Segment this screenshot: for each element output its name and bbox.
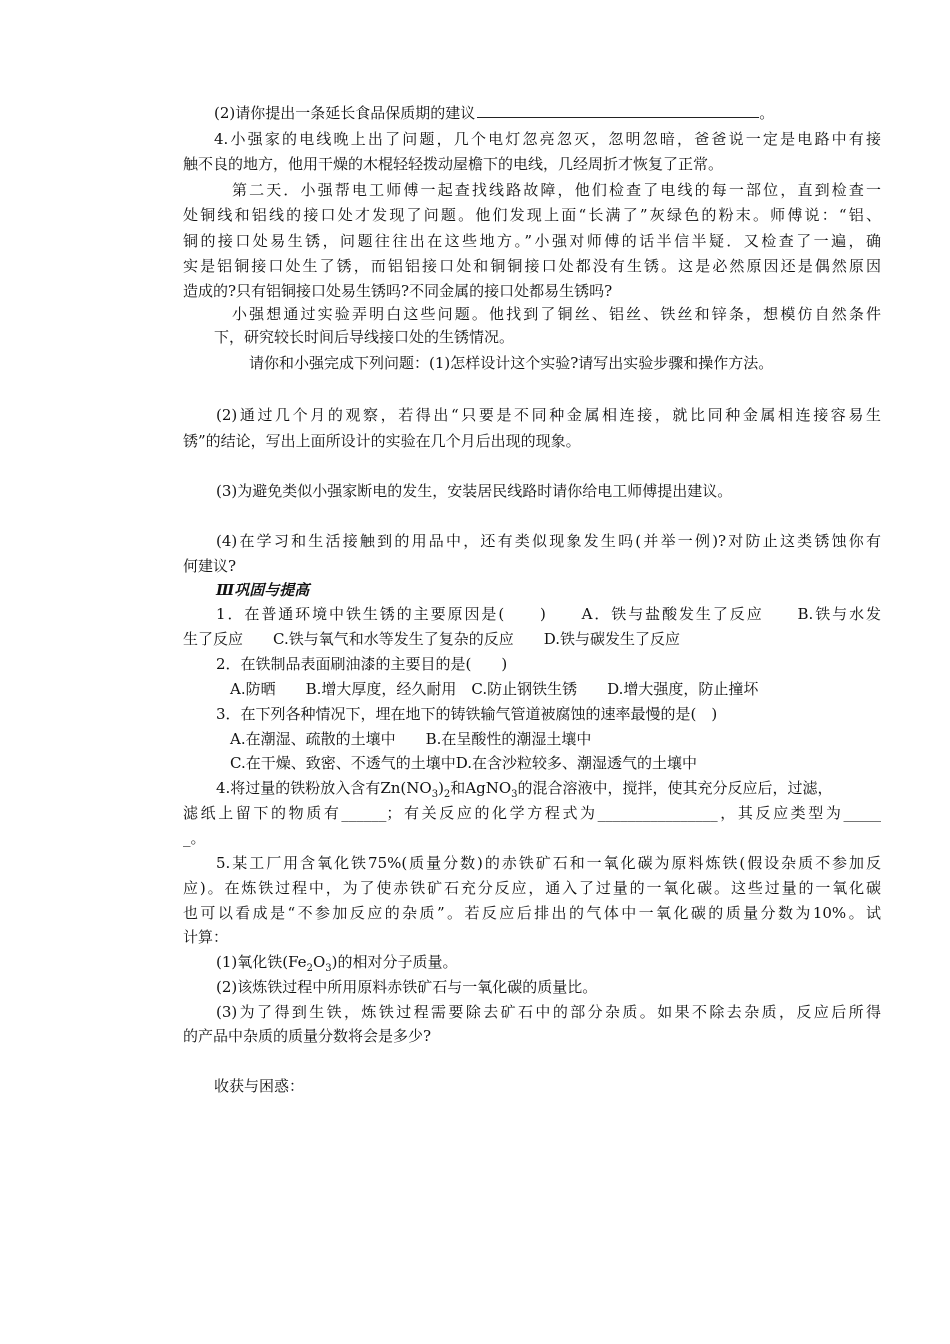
reflection-label: 收获与困惑： [214,1077,305,1095]
paragraph-line: 小强想通过实验弄明白这些问题。他找到了铜丝、铝丝、铁丝和锌条，想模仿自然条件 [232,305,881,323]
text: 。 [759,104,775,122]
option-line: A.防晒 B.增大厚度，经久耐用 C.防止钢铁生锈 D.增大强度，防止撞坏 [230,680,759,698]
question-line: 锈”的结论，写出上面所设计的实验在几个月后出现的现象。 [183,432,581,450]
question-line: 1．在普通环境中铁生锈的主要原因是( ) A．铁与盐酸发生了反应 B.铁与水发 [216,605,881,623]
subscript: 3 [325,963,332,974]
question-line: 请你和小强完成下列问题：(1)怎样设计这个实验?请写出实验步骤和操作方法。 [249,354,774,372]
option-line: C.在干燥、致密、不透气的土壤中D.在含沙粒较多、潮湿透气的土壤中 [230,754,697,772]
sub-question-line: 的产品中杂质的质量分数将会是多少? [183,1027,432,1045]
sub-question-line: (3)为了得到生铁，炼铁过程需要除去矿石中的部分杂质。如果不除去杂质，反应后所得 [216,1003,881,1021]
question-line: 也可以看成是“不参加反应的杂质”。若反应后排出的气体中一氧化碳的质量分数为10%。试 [183,904,881,922]
option-line: A.在潮湿、疏散的土壤中 B.在呈酸性的潮湿土壤中 [230,730,592,748]
text: O [312,953,326,971]
paragraph-line: 4.小强家的电线晚上出了问题，几个电灯忽亮忽灭，忽明忽暗，爸爸说一定是电路中有接 [214,130,881,148]
text: 的混合溶液中，搅拌，使其充分反应后，过滤， [517,779,833,797]
subscript: 2 [443,789,451,800]
question-line: (4)在学习和生活接触到的用品中，还有类似现象发生吗(并举一例)?对防止这类锈蚀你有 [216,532,881,550]
text: 和 [450,779,466,797]
question-2-blank-line [214,103,774,123]
text: )的相对分子质量。 [331,953,458,971]
paragraph-line: 第二天．小强帮电工师傅一起查找线路故障，他们检查了电线的每一部位，直到检查一 [232,181,881,199]
text: (2)请你提出一条延长食品保质期的建议 [214,104,476,122]
text: Zn(NO [380,779,432,797]
question-line: 滤纸上留下的物质有______；有关反应的化学方程式为________________，其反应类型为_____ [183,804,881,822]
subscript: 3 [431,789,439,800]
paragraph-line: 实是铝铜接口处生了锈，而铝铝接口处和铜铜接口处都没有生锈。这是必然原因还是偶然原因 [183,257,881,275]
question-line: (3)为避免类似小强家断电的发生，安装居民线路时请你给电工师傅提出建议。 [216,482,733,500]
paragraph-line: 铜的接口处易生锈，问题往往出在这些地方。”小强对师傅的话半信半疑．又检查了一遍，确 [183,232,881,250]
question-line: 计算： [183,928,229,946]
answer-blank [477,103,759,118]
paragraph-line: 触不良的地方，他用干燥的木棍轻轻拨动屋檐下的电线，几经周折才恢复了正常。 [183,155,724,173]
sub-question-line: (2)该炼铁过程中所用原料赤铁矿石与一氧化碳的质量比。 [216,978,598,996]
question-line: (2)通过几个月的观察，若得出“只要是不同种金属相连接，就比同种金属相连接容易生 [216,406,881,424]
text: ) [438,779,444,797]
question-line: 生了反应 C.铁与氧气和水等发生了复杂的反应 D.铁与碳发生了反应 [183,630,680,648]
text: AgNO [465,779,512,797]
question-line: 2．在铁制品表面刷油漆的主要目的是( ) [216,655,508,673]
question-line: _。 [183,829,206,847]
question-line: 应)。在炼铁过程中，为了使赤铁矿石充分反应，通入了过量的一氧化碳。这些过量的一氧化碳 [183,879,881,897]
subscript: 2 [306,963,313,974]
paragraph-line: 下，研究较长时间后导线接口处的生锈情况。 [214,328,515,346]
paragraph-line: 造成的?只有铝铜接口处易生锈吗?不同金属的接口处都易生锈吗? [183,282,613,300]
question-line [216,778,833,805]
text: (1)氧化铁(Fe [216,953,307,971]
text: 4.将过量的铁粉放入含有 [216,779,381,797]
question-line: 5.某工厂用含氧化铁75%(质量分数)的赤铁矿石和一氧化碳为原料炼铁(假设杂质不参加反 [216,854,881,872]
section-heading: Ⅲ巩固与提高 [216,581,310,599]
subscript: 3 [511,789,518,800]
sub-question-line [216,952,458,979]
paragraph-line: 处铜线和铝线的接口处才发现了问题。他们发现上面“长满了”灰绿色的粉末。师傅说：“铝、 [183,206,881,224]
question-line: 3．在下列各种情况下，埋在地下的铸铁输气管道被腐蚀的速率最慢的是( ) [216,705,718,723]
question-line: 何建议? [183,557,237,575]
